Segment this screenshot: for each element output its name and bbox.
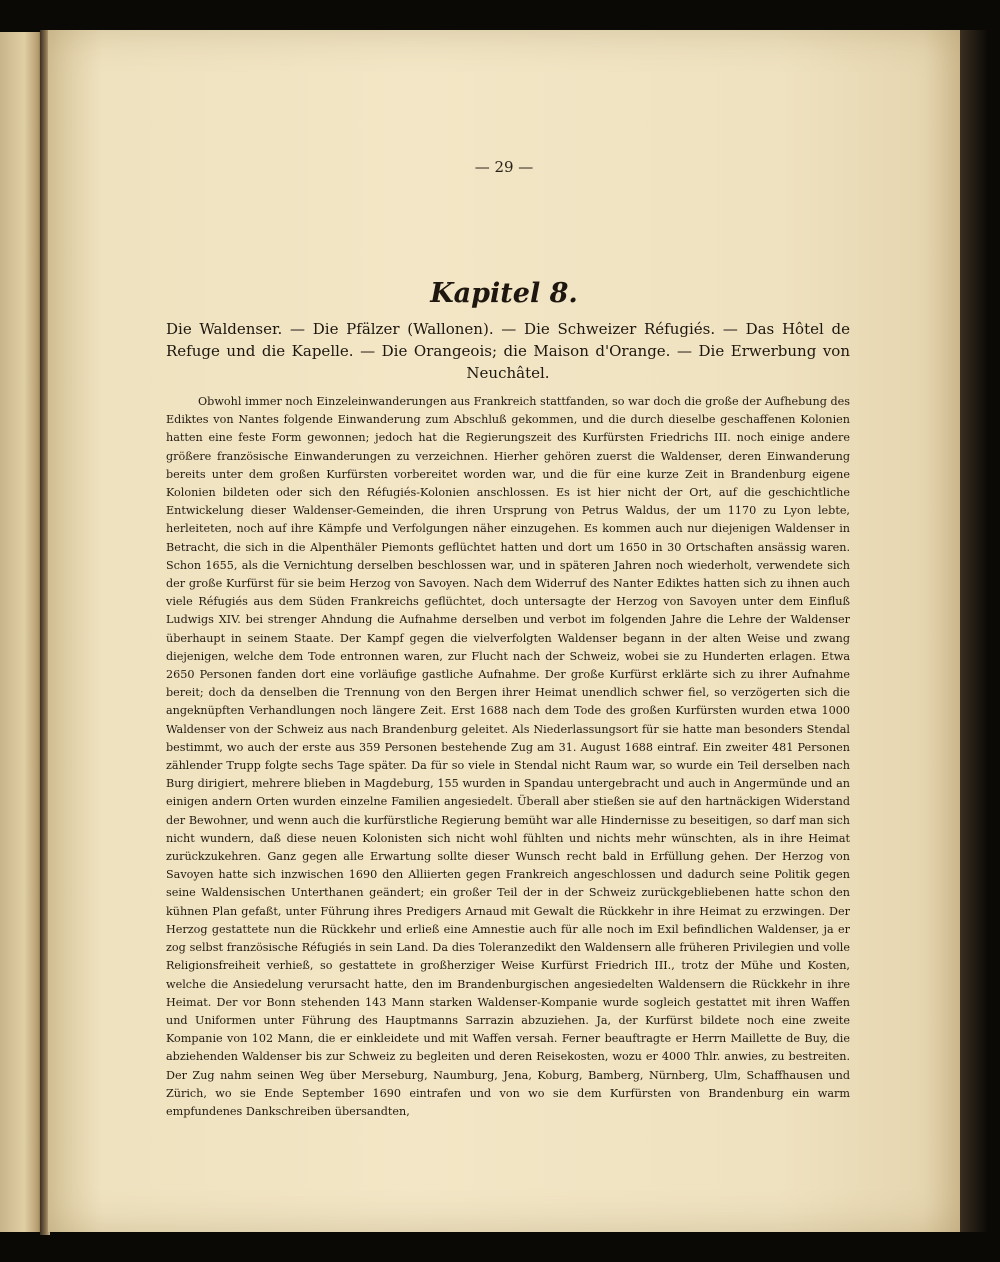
- body-paragraph: Obwohl immer noch Einzeleinwanderungen aus Frankreich stattfanden, so war doch die große der Aufhebung des Ediktes von Nantes folgende Einwanderung zum Abschluß gekommen, und die durch dieselbe geschaffenen Kolonien hatten eine feste Form gewonnen; jedoch hat die Regierungszeit des Kurfürsten Friedrichs III. noch einige andere größere französische Einwanderungen zu verzeichnen. Hierher gehören zuerst die Waldenser, deren Einwanderung bereits unter dem großen Kurfürsten vorbereitet worden war, und die für eine kurze Zeit in Brandenburg eigene Kolonien bildeten oder sich den Réfugiés-Kolonien anschlossen. Es ist hier nicht der Ort, auf die geschichtliche Entwickelung dieser Waldenser-Gemeinden, die ihren Ursprung von Petrus Waldus, der um 1170 zu Lyon lebte, herleiteten, noch auf ihre Kämpfe und Verfolgungen näher einzugehen. Es kommen auch nur diejenigen Waldenser in Betracht, die sich in die Alpenthäler Piemonts geflüchtet hatten und dort um 1650 in 30 Ortschaften ansässig waren. Schon 1655, als die Vernichtung derselben beschlossen war, und in späteren Jahren noch wiederholt, verwendete sich der große Kurfürst für sie beim Herzog von Savoyen. Nach dem Widerruf des Nanter Ediktes hatten sich zu ihnen auch viele Réfugiés aus dem Süden Frankreichs geflüchtet, doch untersagte der Herzog von Savoyen unter dem Einfluß Ludwigs XIV. bei strenger Ahndung die Aufnahme derselben und verbot im folgenden Jahre die Lehre der Waldenser überhaupt in seinem Staate. Der Kampf gegen die vielverfolgten Waldenser begann in der alten Weise und zwang diejenigen, welche dem Tode entronnen waren, zur Flucht nach der Schweiz, wobei sie zu Hunderten erlagen. Etwa 2650 Personen fanden dort eine vorläufige gastliche Aufnahme. Der große Kurfürst erklärte sich zu ihrer Aufnahme bereit; doch da denselben die Trennung von den Bergen ihrer Heimat unendlich schwer fiel, so verzögerten sich die angeknüpften Verhandlungen noch längere Zeit. Erst 1688 nach dem Tode des großen Kurfürsten wurden etwa 1000 Waldenser von der Schweiz aus nach Brandenburg geleitet. Als Niederlassungsort für sie hatte man besonders Stendal bestimmt, wo auch der erste aus 359 Personen bestehende Zug am 31. August 1688 eintraf. Ein zweiter 481 Personen zählender Trupp folgte sechs Tage später. Da für so viele in Stendal nicht Raum war, so wurde ein Teil derselben nach Burg dirigiert, mehrere blieben in Magdeburg, 155 wurden in Spandau untergebracht und auch in Angermünde und an einigen andern Orten wurden einzelne Familien angesiedelt. Überall aber stießen sie auf den hartnäckigen Widerstand der Bewohner, und wenn auch die kurfürstliche Regierung bemüht war alle Hindernisse zu beseitigen, so darf man sich nicht wundern, daß diese neuen Kolonisten sich nicht wohl fühlten und nichts mehr wünschten, als in ihre Heimat zurückzukehren. Ganz gegen alle Erwartung sollte dieser Wunsch recht bald in Erfüllung gehen. Der Herzog von Savoyen hatte sich inzwischen 1690 den Alliierten gegen Frankreich angeschlossen und dadurch seine Politik gegen seine Waldensischen Unterthanen geändert; ein großer Teil der in der Schweiz zurückgebliebenen hatte schon den kühnen Plan gefaßt, unter Führung ihres Predigers Arnaud mit Gewalt die Rückkehr in ihre Heimat zu erzwingen. Der Herzog gestattete nun die Rückkehr und erließ eine Amnestie auch für alle noch im Exil befindlichen Waldenser, ja er zog selbst französische Réfugiés in sein Land. Da dies Toleranzedikt den Waldensern alle früheren Privilegien und volle Religionsfreiheit verhieß, so gestattete in großherziger Weise Kurfürst Friedrich III., trotz der Mühe und Kosten, welche die Ansiedelung verursacht hatte, den im Brandenburgischen angesiedelten Waldensern die Rückkehr in ihre Heimat. Der vor Bonn stehenden 143 Mann starken Waldenser-Kompanie wurde sogleich gestattet mit ihren Waffen und Uniformen unter Führung des Hauptmanns Sarrazin abzuziehen. Ja, der Kurfürst bildete noch eine zweite Kompanie von 102 Mann, die er einkleidete und mit Waffen versah. Ferner beauftragte er Herrn Maillette de Buy, die abziehenden Waldenser bis zur Schweiz zu begleiten und deren Reisekosten, wozu er 4000 Thlr. anwies, zu bestreiten. Der Zug nahm seinen Weg über Merseburg, Naumburg, Jena, Koburg, Bamberg, Nürnberg, Ulm, Schaffhausen und Zürich, wo sie Ende September 1690 eintrafen und von wo sie dem Kurfürsten von Brandenburg ein warm empfundenes Dankschreiben übersandten,: [166, 395, 850, 1118]
- chapter-subtitle: Die Waldenser. — Die Pfälzer (Wallonen). — Die Schweizer Réfugiés. — Das Hôtel de Refuge und die Kapelle. — Die Orangeois; die Maison d'Orange. — Die Erwerbung von Neuchâtel.: [166, 320, 850, 382]
- right-page-edge: [960, 30, 1000, 1232]
- chapter-title: Kapitel 8.: [430, 278, 578, 309]
- left-page-edge: [0, 32, 44, 1232]
- page-number: — 29 —: [474, 158, 534, 176]
- book-page: [48, 30, 960, 1232]
